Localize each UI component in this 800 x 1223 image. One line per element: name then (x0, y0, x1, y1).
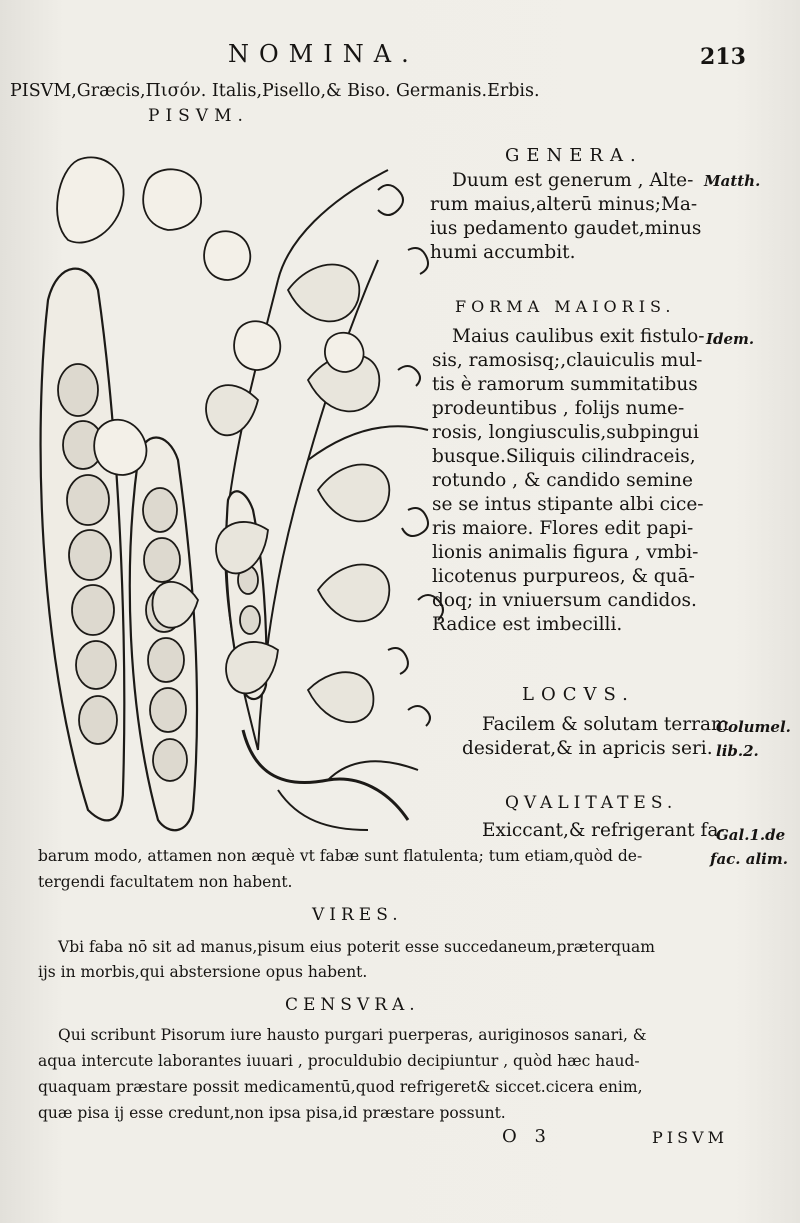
text-line: ius pedamento gaudet,minus (430, 218, 702, 239)
page-number: 213 (700, 44, 746, 70)
text-line: desiderat,& in apricis seri. (462, 738, 713, 759)
plate-caption: PISVM. (148, 106, 249, 126)
text-line: tis è ramorum summitatibus (432, 374, 698, 395)
section-heading-locus: LOCVS. (522, 684, 635, 705)
text-line: Maius caulibus exit fistulo- (452, 326, 705, 347)
root (243, 730, 408, 820)
running-title: NOMINA. (228, 40, 419, 68)
margin-note-idem: Idem. (706, 330, 755, 348)
text-line: doq; in vniuersum candidos. (432, 590, 697, 611)
qualitates-line-1: Exiccant,& refrigerant fa- (482, 820, 725, 841)
section-heading-qualitates: QVALITATES. (505, 793, 678, 813)
text-line: lionis animalis figura , vmbi- (432, 542, 699, 563)
text-line: Duum est generum , Alte- (452, 170, 694, 191)
censura-line-1: Qui scribunt Pisorum iure hausto purgari puerperas, auriginosos sanari, & (58, 1026, 647, 1044)
text-line: ris maiore. Flores edit papi- (432, 518, 694, 539)
names-line: PISVM,Græcis,Πισόν. Italis,Pisello,& Biso. Germanis.Erbis. (10, 81, 540, 101)
margin-note-matth: Matth. (704, 172, 761, 190)
censura-line-2: aqua intercute laborantes iuuari , proculdubio decipiuntur , quòd hæc haud- (38, 1052, 640, 1070)
censura-line-4: quæ pisa ij esse credunt,non ipsa pisa,id præstare possunt. (38, 1104, 506, 1122)
margin-note-fac-alim: fac. alim. (710, 850, 788, 868)
qualitates-line-2: barum modo, attamen non æquè vt fabæ sunt flatulenta; tum etiam,quòd de- (38, 847, 643, 865)
signature-mark: O 3 (502, 1126, 552, 1147)
text-line: rotundo , & candido semine (432, 470, 693, 491)
section-heading-genera: GENERA. (505, 145, 643, 166)
pea-flower (57, 157, 124, 242)
text-line: Facilem & solutam terram (482, 714, 729, 735)
vires-line-2: ijs in morbis,qui abstersione opus habent. (38, 963, 368, 981)
margin-note-lib: lib.2. (716, 742, 759, 760)
text-line: sis, ramosisq;,clauiculis mul- (432, 350, 703, 371)
text-line: humi accumbit. (430, 242, 576, 263)
qualitates-line-3: tergendi facultatem non habent. (38, 873, 293, 891)
text-line: rum maius,alterū minus;Ma- (430, 194, 698, 215)
text-line: Radice est imbecilli. (432, 614, 623, 635)
catchword: PISVM (652, 1128, 728, 1147)
section-heading-forma: FORMA MAIORIS. (455, 297, 676, 316)
text-line: prodeuntibus , folijs nume- (432, 398, 685, 419)
text-line: busque.Siliquis cilindraceis, (432, 446, 696, 467)
text-line: se se intus stipante albi cice- (432, 494, 704, 515)
pea-plant-woodcut (28, 130, 458, 850)
section-heading-censura: CENSVRA. (285, 995, 420, 1015)
margin-note-columel: Columel. (716, 718, 791, 736)
text-line: rosis, longiusculis,subpingui (432, 422, 699, 443)
section-heading-vires: VIRES. (312, 905, 403, 925)
censura-line-3: quaquam præstare possit medicamentū,quod refrigeret& siccet.cicera enim, (38, 1078, 643, 1096)
margin-note-gal: Gal.1.de (716, 826, 786, 844)
text-line: licotenus purpureos, & quā- (432, 566, 695, 587)
vires-line-1: Vbi faba nō sit ad manus,pisum eius poterit esse succedaneum,præterquam (58, 938, 655, 956)
